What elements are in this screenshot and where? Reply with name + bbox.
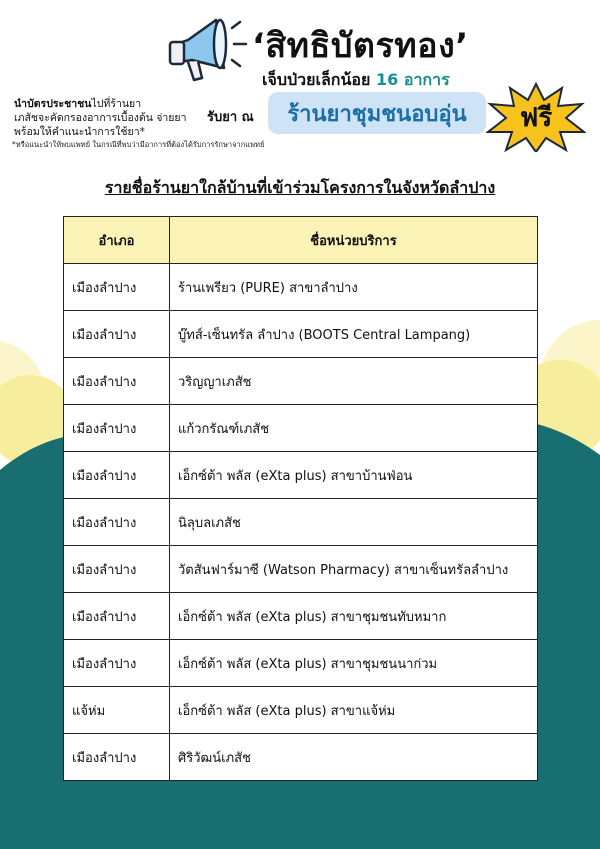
table-header-row <box>64 217 538 264</box>
district-cell: เมืองลำปาง <box>64 593 170 640</box>
intro-line-1 <box>14 97 204 111</box>
intro-text <box>14 97 204 139</box>
table-row <box>64 499 538 546</box>
name-cell: ศิริวัฒน์เภสัช <box>170 734 538 781</box>
name-cell: เอ็กซ์ต้า พลัส (eXta plus) สาขาชุมชนนาก่วม <box>170 640 538 687</box>
table-row <box>64 452 538 499</box>
megaphone-icon <box>166 8 252 88</box>
district-cell: เมืองลำปาง <box>64 405 170 452</box>
name-cell: ร้านเพรียว (PURE) สาขาลำปาง <box>170 264 538 311</box>
table-row <box>64 405 538 452</box>
footnote: *หรือแนะนำให้พบแพทย์ ในกรณีที่พบว่ามีอาการที่ต้องได้รับการรักษาจากแพทย์ <box>12 140 265 149</box>
name-cell: นิลุบลเภสัช <box>170 499 538 546</box>
district-cell: เมืองลำปาง <box>64 640 170 687</box>
list-heading: รายชื่อร้านยาใกล้บ้านที่เข้าร่วมโครงการในจังหวัดลำปาง <box>104 178 496 197</box>
intro-line-3: พร้อมให้คำแนะนำการใช้ยา* <box>14 126 145 138</box>
subtitle-suffix: อาการ <box>403 70 450 89</box>
table-row <box>64 640 538 687</box>
district-cell: เมืองลำปาง <box>64 546 170 593</box>
intro-line-1-rest: ไปที่ร้านยา <box>91 98 142 110</box>
pharmacy-table <box>63 216 538 781</box>
free-label: ฟรี <box>519 102 553 133</box>
intro-line-2: เภสัชจะคัดกรองอาการเบื้องต้น จ่ายยา <box>14 112 187 124</box>
district-cell: เมืองลำปาง <box>64 264 170 311</box>
table-row <box>64 311 538 358</box>
table-row <box>64 358 538 405</box>
column-header-name: ชื่อหน่วยบริการ <box>170 217 538 264</box>
name-cell: เอ็กซ์ต้า พลัส (eXta plus) สาขาแจ้ห่ม <box>170 687 538 734</box>
table-row <box>64 593 538 640</box>
district-cell: เมืองลำปาง <box>64 499 170 546</box>
page-title: ‘สิทธิบัตรทอง’ <box>252 26 469 66</box>
district-cell: เมืองลำปาง <box>64 358 170 405</box>
column-header-district: อำเภอ <box>64 217 170 264</box>
district-cell: เมืองลำปาง <box>64 734 170 781</box>
receive-label: รับยา ณ <box>207 110 254 125</box>
district-cell: แจ้ห่ม <box>64 687 170 734</box>
table-row <box>64 734 538 781</box>
table-row <box>64 687 538 734</box>
subtitle-number: 16 <box>375 70 399 89</box>
subtitle-prefix: เจ็บป่วยเล็กน้อย <box>262 70 371 89</box>
name-cell: วริญญาเภสัช <box>170 358 538 405</box>
name-cell: เอ็กซ์ต้า พลัส (eXta plus) สาขาบ้านฟ่อน <box>170 452 538 499</box>
table-row <box>64 546 538 593</box>
district-cell: เมืองลำปาง <box>64 311 170 358</box>
name-cell: วัตสันฟาร์มาซี (Watson Pharmacy) สาขาเซ็นทรัลลำปาง <box>170 546 538 593</box>
name-cell: เอ็กซ์ต้า พลัส (eXta plus) สาขาชุมชนทับหมาก <box>170 593 538 640</box>
intro-bold: นำบัตรประชาชน <box>14 98 92 110</box>
subtitle <box>262 68 482 93</box>
district-cell: เมืองลำปาง <box>64 452 170 499</box>
name-cell: บู๊ทส์-เซ็นทรัล ลำปาง (BOOTS Central Lampang) <box>170 311 538 358</box>
table-row <box>64 264 538 311</box>
pharmacy-badge: ร้านยาชุมชนอบอุ่น <box>268 92 486 134</box>
name-cell: แก้วกรัณฑ์เภสัช <box>170 405 538 452</box>
